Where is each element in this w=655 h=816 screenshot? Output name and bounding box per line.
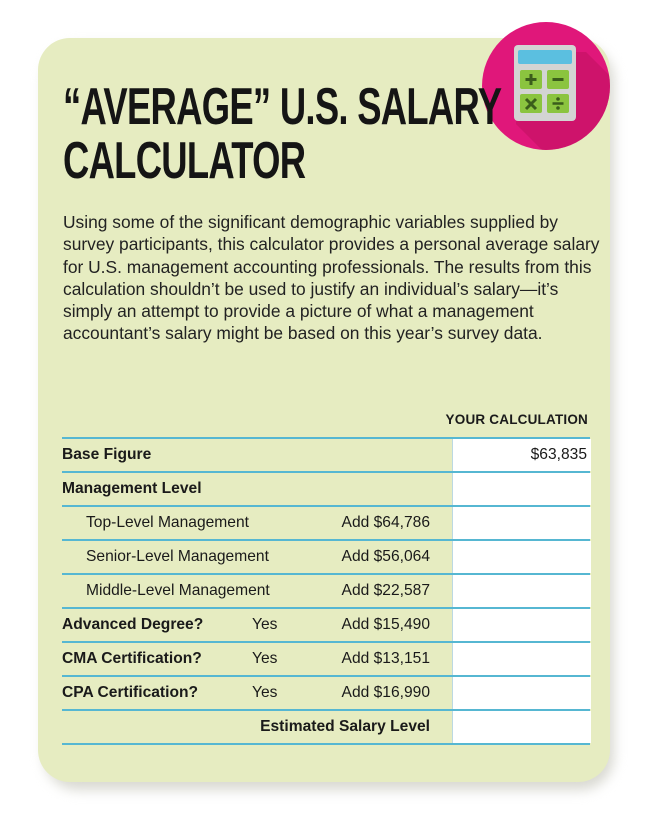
calculation-cell[interactable] <box>452 677 591 709</box>
row-label: Middle-Level Management <box>86 582 270 599</box>
row-label: Advanced Degree? <box>62 616 204 633</box>
calculation-cell[interactable] <box>452 473 591 505</box>
row-label: CPA Certification? <box>62 684 199 701</box>
table-row <box>62 609 590 641</box>
table-row <box>62 711 590 743</box>
row-label: Management Level <box>62 480 202 497</box>
calculation-cell[interactable] <box>452 575 591 607</box>
table-row <box>62 439 590 471</box>
table-row <box>62 541 590 573</box>
row-label: Base Figure <box>62 446 152 463</box>
estimated-salary-label: Estimated Salary Level <box>260 718 430 735</box>
calculation-cell[interactable] <box>452 711 591 743</box>
salary-table <box>62 437 590 745</box>
calculation-cell[interactable] <box>452 507 591 539</box>
row-label: CMA Certification? <box>62 650 202 667</box>
row-answer: Yes <box>252 650 278 667</box>
row-label: Top-Level Management <box>86 514 249 531</box>
page-title: “AVERAGE” U.S. SALARY CALCULATOR <box>63 78 502 190</box>
table-row <box>62 575 590 607</box>
row-amount: Add $13,151 <box>341 650 430 667</box>
table-divider <box>62 743 590 745</box>
intro-paragraph: Using some of the significant demographic variables supplied by survey participants, this calculator provides a personal average salary for U.S. management accounting professionals. The results from this calculation shouldn’t be used to justify an individual’s salary—it’s simply an attempt to provide a picture of what a management accountant’s salary might be based on this year’s survey data. <box>63 212 600 344</box>
row-amount: Add $22,587 <box>341 582 430 599</box>
table-row <box>62 643 590 675</box>
your-calculation-header: YOUR CALCULATION <box>445 412 588 427</box>
row-amount: Add $15,490 <box>341 616 430 633</box>
row-label: Senior-Level Management <box>86 548 269 565</box>
calculation-cell[interactable] <box>452 439 591 471</box>
row-answer: Yes <box>252 616 278 633</box>
table-row <box>62 507 590 539</box>
table-row <box>62 473 590 505</box>
row-amount: Add $64,786 <box>341 514 430 531</box>
calculation-cell[interactable] <box>452 643 591 675</box>
row-amount: Add $56,064 <box>341 548 430 565</box>
base-figure-value: $63,835 <box>530 446 587 463</box>
table-row <box>62 677 590 709</box>
row-amount: Add $16,990 <box>341 684 430 701</box>
calculation-cell[interactable] <box>452 609 591 641</box>
calculation-cell[interactable] <box>452 541 591 573</box>
row-answer: Yes <box>252 684 278 701</box>
